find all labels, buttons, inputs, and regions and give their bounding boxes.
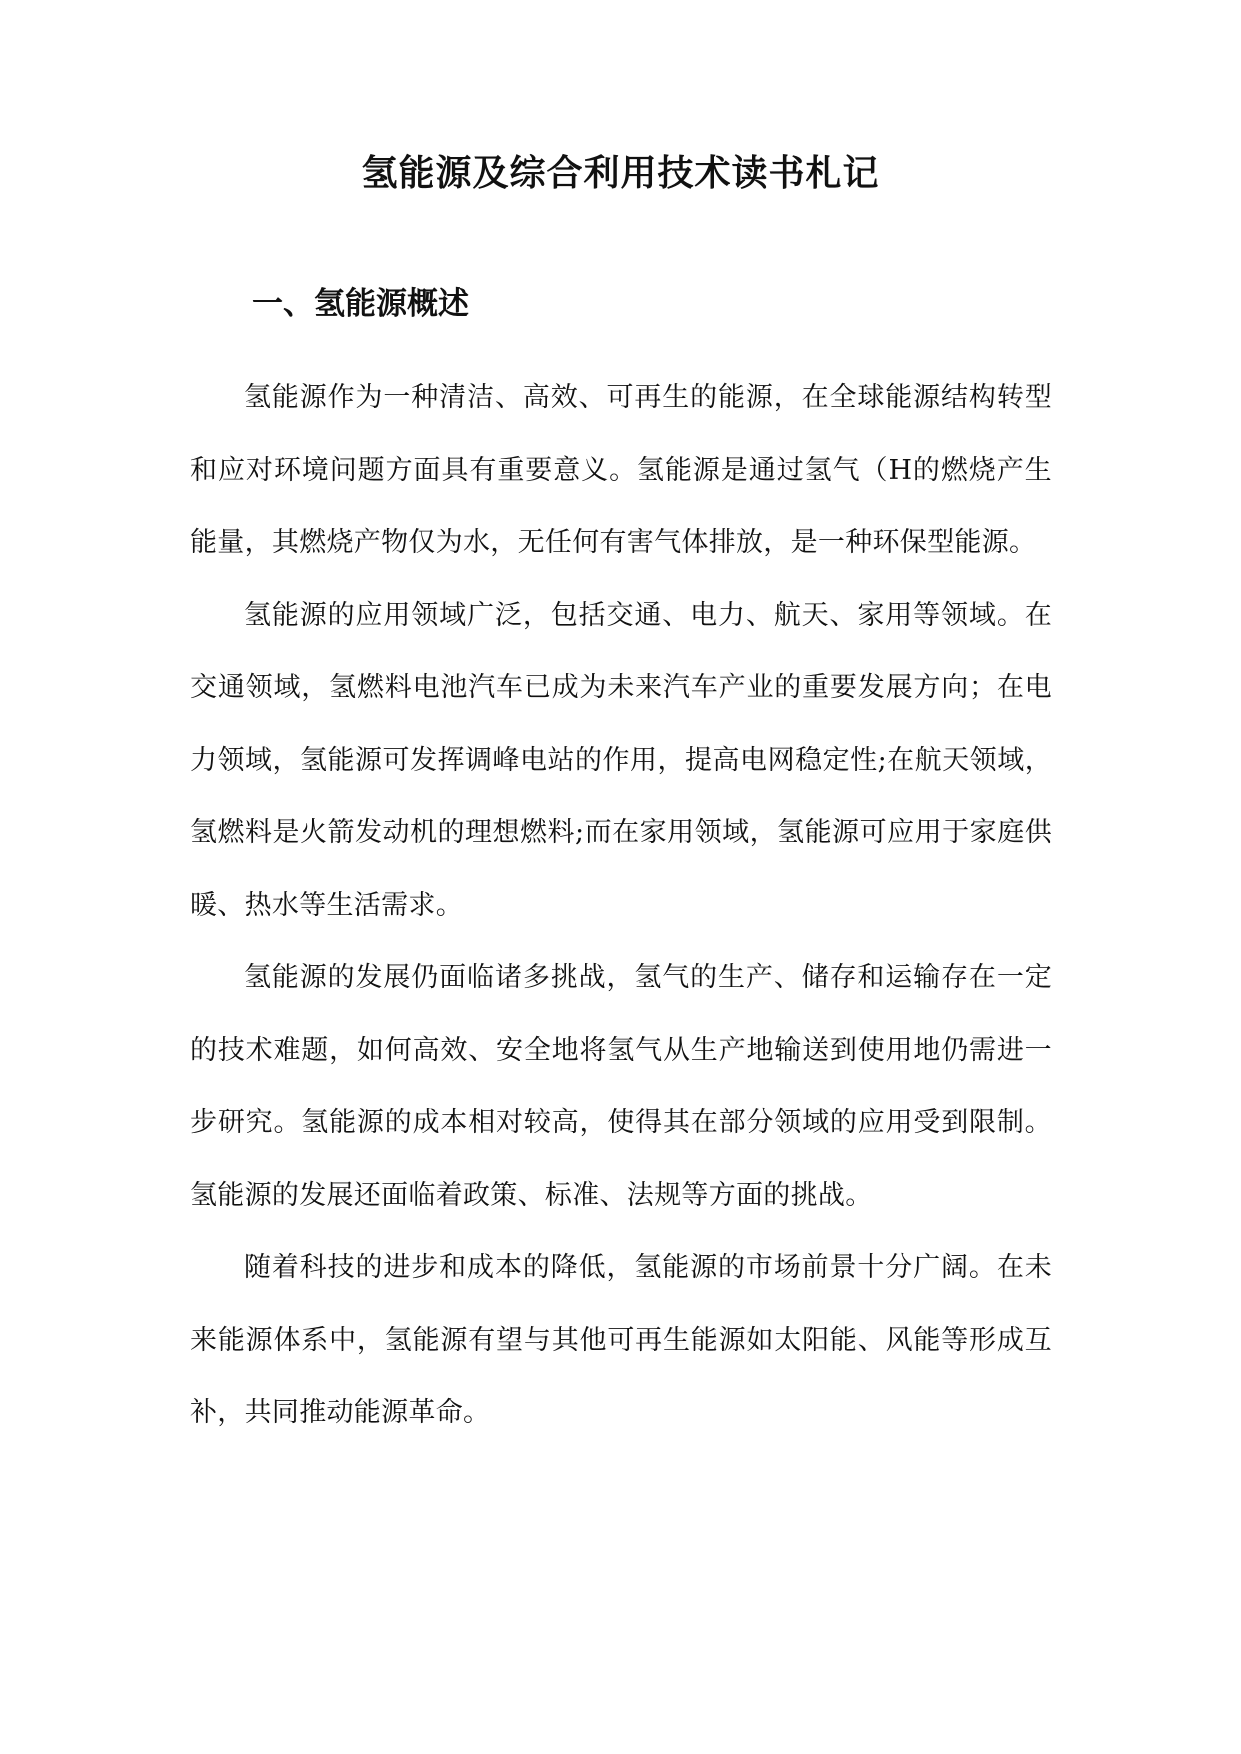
- paragraph-overview: 氢能源作为一种清洁、高效、可再生的能源，在全球能源结构转型和应对环境问题方面具有重要意义。氢能源是通过氢气（H的燃烧产生能量，其燃烧产物仅为水，无任何有害气体排放，是一种环保型能源。: [190, 382, 1052, 558]
- section-body: [190, 362, 1052, 1450]
- section-heading: 一、氢能源概述: [252, 286, 469, 322]
- paragraph-outlook: 随着科技的进步和成本的降低，氢能源的市场前景十分广阔。在未来能源体系中，氢能源有望与其他可再生能源如太阳能、风能等形成互补，共同推动能源革命。: [190, 1252, 1052, 1428]
- document-title: 氢能源及综合利用技术读书札记: [361, 153, 880, 194]
- paragraph-applications: 氢能源的应用领域广泛，包括交通、电力、航天、家用等领域。在交通领域，氢燃料电池汽车已成为未来汽车产业的重要发展方向；在电力领域，氢能源可发挥调峰电站的作用，提高电网稳定性;在航天领域，氢燃料是火箭发动机的理想燃料;而在家用领域，氢能源可应用于家庭供暖、热水等生活需求。: [190, 599, 1052, 921]
- paragraph-challenges: 氢能源的发展仍面临诸多挑战，氢气的生产、储存和运输存在一定的技术难题，如何高效、安全地将氢气从生产地输送到使用地仍需进一步研究。氢能源的成本相对较高，使得其在部分领域的应用受到限制。氢能源的发展还面临着政策、标准、法规等方面的挑战。: [190, 962, 1052, 1211]
